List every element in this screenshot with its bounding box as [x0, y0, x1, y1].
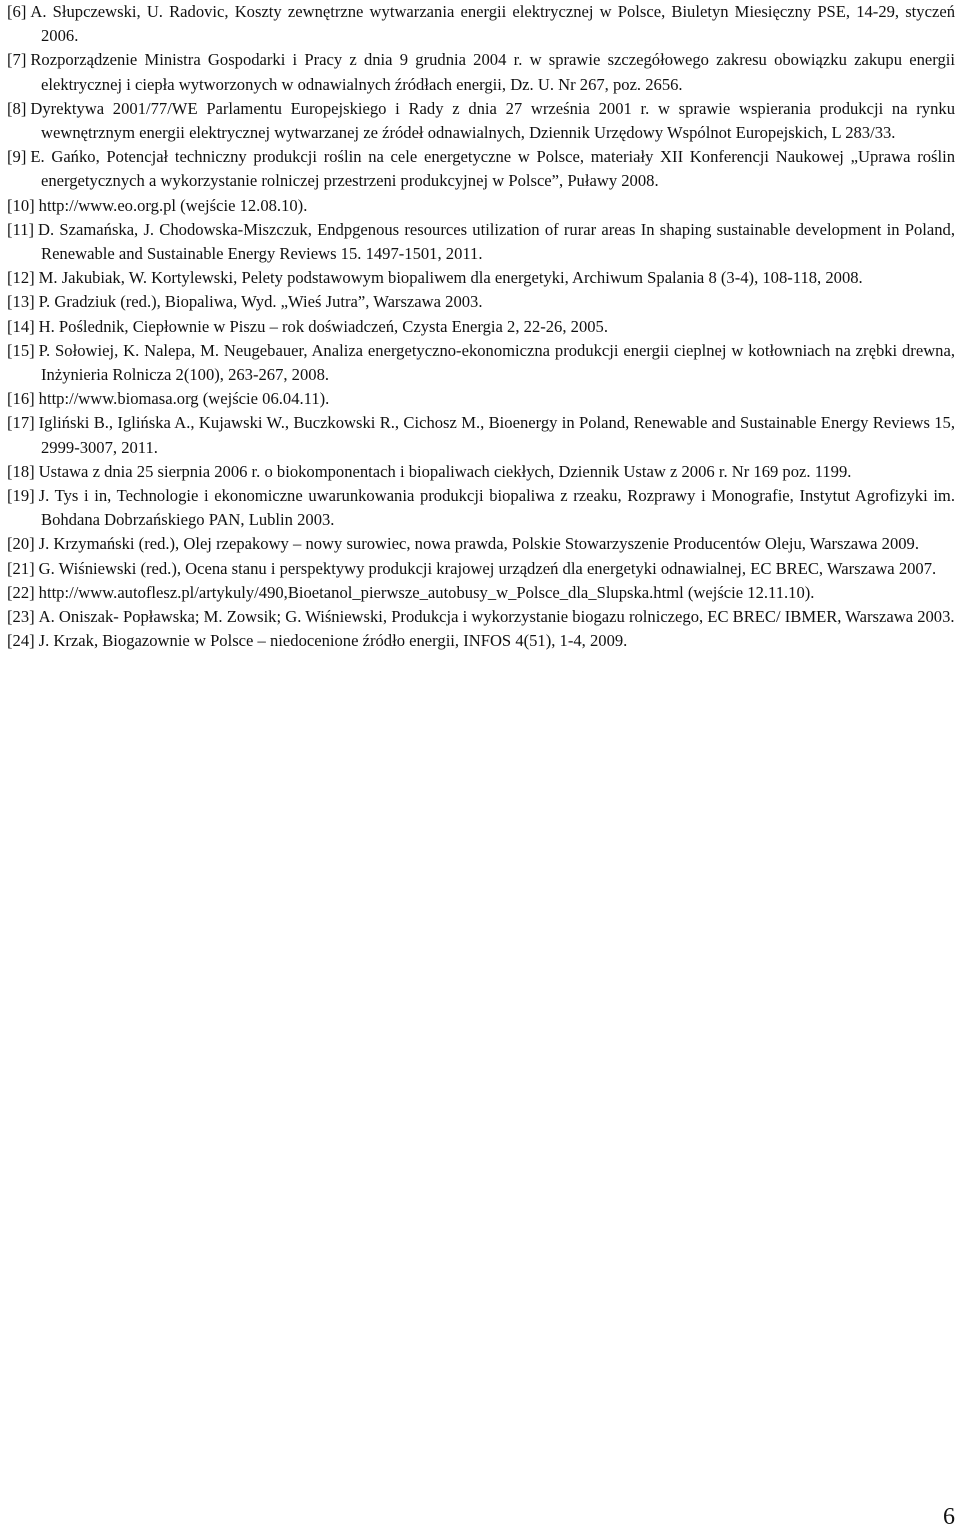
- reference-number: [9]: [7, 147, 27, 167]
- reference-item: [7, 145, 955, 193]
- reference-text: E. Gańko, Potencjał techniczny produkcji roślin na cele energetyczne w Polsce, materiały XII Konferencji Naukowej „Uprawa roślin energetycznych a wykorzystanie rolniczej przestrzeni produkcyjnej w Polsce”, Puławy 2008.: [30, 147, 955, 191]
- reference-item: [7, 387, 955, 411]
- reference-text: http://www.autoflesz.pl/artykuly/490,Bioetanol_pierwsze_autobusy_w_Polsce_dla_Slupska.html (wejście 12.11.10).: [38, 582, 815, 602]
- reference-text: D. Szamańska, J. Chodowska-Miszczuk, Endpgenous resources utilization of rurar areas In shaping sustainable development in Poland, Renewable and Sustainable Energy Reviews 15. 1497-1501, 2011.: [38, 219, 955, 264]
- reference-number: [18]: [7, 461, 35, 481]
- reference-list: [7, 0, 955, 653]
- reference-number: [6]: [7, 2, 27, 21]
- reference-number: [13]: [7, 292, 35, 312]
- reference-number: [14]: [7, 316, 35, 336]
- reference-text: J. Krzymański (red.), Olej rzepakowy – nowy surowiec, nowa prawda, Polskie Stowarzyszenie Producentów Oleju, Warszawa 2009.: [38, 534, 920, 554]
- reference-text: P. Sołowiej, K. Nalepa, M. Neugebauer, Analiza energetyczno-ekonomiczna produkcji energii cieplnej w kotłowniach na zrębki drewna, Inżynieria Rolnicza 2(100), 263-267, 2008.: [38, 340, 955, 385]
- reference-text: Rozporządzenie Ministra Gospodarki i Pracy z dnia 9 grudnia 2004 r. w sprawie szczegółowego zakresu obowiązku zakupu energii elektrycznej i ciepła wytworzonych w odnawialnych źródłach energii, Dz. U. Nr 267, poz. 2656.: [30, 50, 955, 94]
- reference-item: [7, 629, 955, 653]
- reference-number: [21]: [7, 558, 35, 578]
- reference-number: [12]: [7, 268, 35, 288]
- reference-item: [7, 532, 955, 556]
- reference-item: [7, 605, 955, 629]
- reference-item: [7, 339, 955, 387]
- reference-number: [16]: [7, 389, 35, 409]
- reference-item: [7, 266, 955, 290]
- reference-text: M. Jakubiak, W. Kortylewski, Pelety podstawowym biopaliwem dla energetyki, Archiwum Spalania 8 (3-4), 108-118, 2008.: [38, 268, 863, 288]
- reference-item: [7, 581, 955, 605]
- reference-text: A. Oniszak- Popławska; M. Zowsik; G. Wiśniewski, Produkcja i wykorzystanie biogazu rolniczego, EC BREC/ IBMER, Warszawa 2003.: [38, 607, 955, 627]
- reference-number: [10]: [7, 195, 35, 215]
- reference-item: [7, 194, 955, 218]
- reference-item: [7, 290, 955, 314]
- reference-text: http://www.biomasa.org (wejście 06.04.11).: [38, 389, 330, 409]
- reference-text: Ustawa z dnia 25 sierpnia 2006 r. o biokomponentach i biopaliwach ciekłych, Dziennik Ustaw z 2006 r. Nr 169 poz. 1199.: [38, 461, 852, 481]
- reference-item: [7, 557, 955, 581]
- reference-text: http://www.eo.org.pl (wejście 12.08.10).: [38, 195, 308, 215]
- reference-text: G. Wiśniewski (red.), Ocena stanu i perspektywy produkcji krajowej urządzeń dla energetyki odnawialnej, EC BREC, Warszawa 2007.: [38, 558, 937, 578]
- reference-number: [7]: [7, 50, 27, 70]
- reference-item: [7, 411, 955, 459]
- reference-item: [7, 48, 955, 96]
- reference-item: [7, 97, 955, 145]
- reference-text: P. Gradziuk (red.), Biopaliwa, Wyd. „Wieś Jutra”, Warszawa 2003.: [38, 292, 483, 312]
- reference-text: J. Tys i in, Technologie i ekonomiczne uwarunkowania produkcji biopaliwa z rzeaku, Rozprawy i Monografie, Instytut Agrofizyki im. Bohdana Dobrzańskiego PAN, Lublin 2003.: [38, 486, 955, 530]
- reference-number: [23]: [7, 607, 35, 627]
- reference-number: [24]: [7, 631, 35, 651]
- page-number: 6: [943, 1504, 955, 1530]
- reference-number: [11]: [7, 219, 35, 239]
- reference-text: H. Poślednik, Ciepłownie w Piszu – rok doświadczeń, Czysta Energia 2, 22-26, 2005.: [38, 316, 608, 336]
- reference-number: [8]: [7, 98, 27, 118]
- reference-number: [17]: [7, 413, 35, 433]
- reference-text: A. Słupczewski, U. Radovic, Koszty zewnętrzne wytwarzania energii elektrycznej w Polsce, Biuletyn Miesięczny PSE, 14-29, styczeń 2006.: [30, 2, 955, 46]
- reference-text: J. Krzak, Biogazownie w Polsce – niedocenione źródło energii, INFOS 4(51), 1-4, 2009.: [38, 631, 628, 651]
- reference-text: Dyrektywa 2001/77/WE Parlamentu Europejskiego i Rady z dnia 27 września 2001 r. w sprawie wspierania produkcji na rynku wewnętrznym energii elektrycznej wytwarzanej ze źródeł odnawialnych, Dziennik Urzędowy Wspólnot Europejskich, L 283/33.: [30, 98, 955, 143]
- reference-number: [15]: [7, 340, 35, 360]
- reference-item: [7, 218, 955, 266]
- reference-number: [20]: [7, 534, 35, 554]
- reference-number: [19]: [7, 486, 35, 506]
- reference-item: [7, 315, 955, 339]
- reference-item: [7, 460, 955, 484]
- reference-text: Igliński B., Iglińska A., Kujawski W., Buczkowski R., Cichosz M., Bioenergy in Poland, Renewable and Sustainable Energy Reviews 15, 2999-3007, 2011.: [38, 413, 955, 457]
- reference-number: [22]: [7, 582, 35, 602]
- reference-item: [7, 484, 955, 532]
- reference-item: [7, 0, 955, 48]
